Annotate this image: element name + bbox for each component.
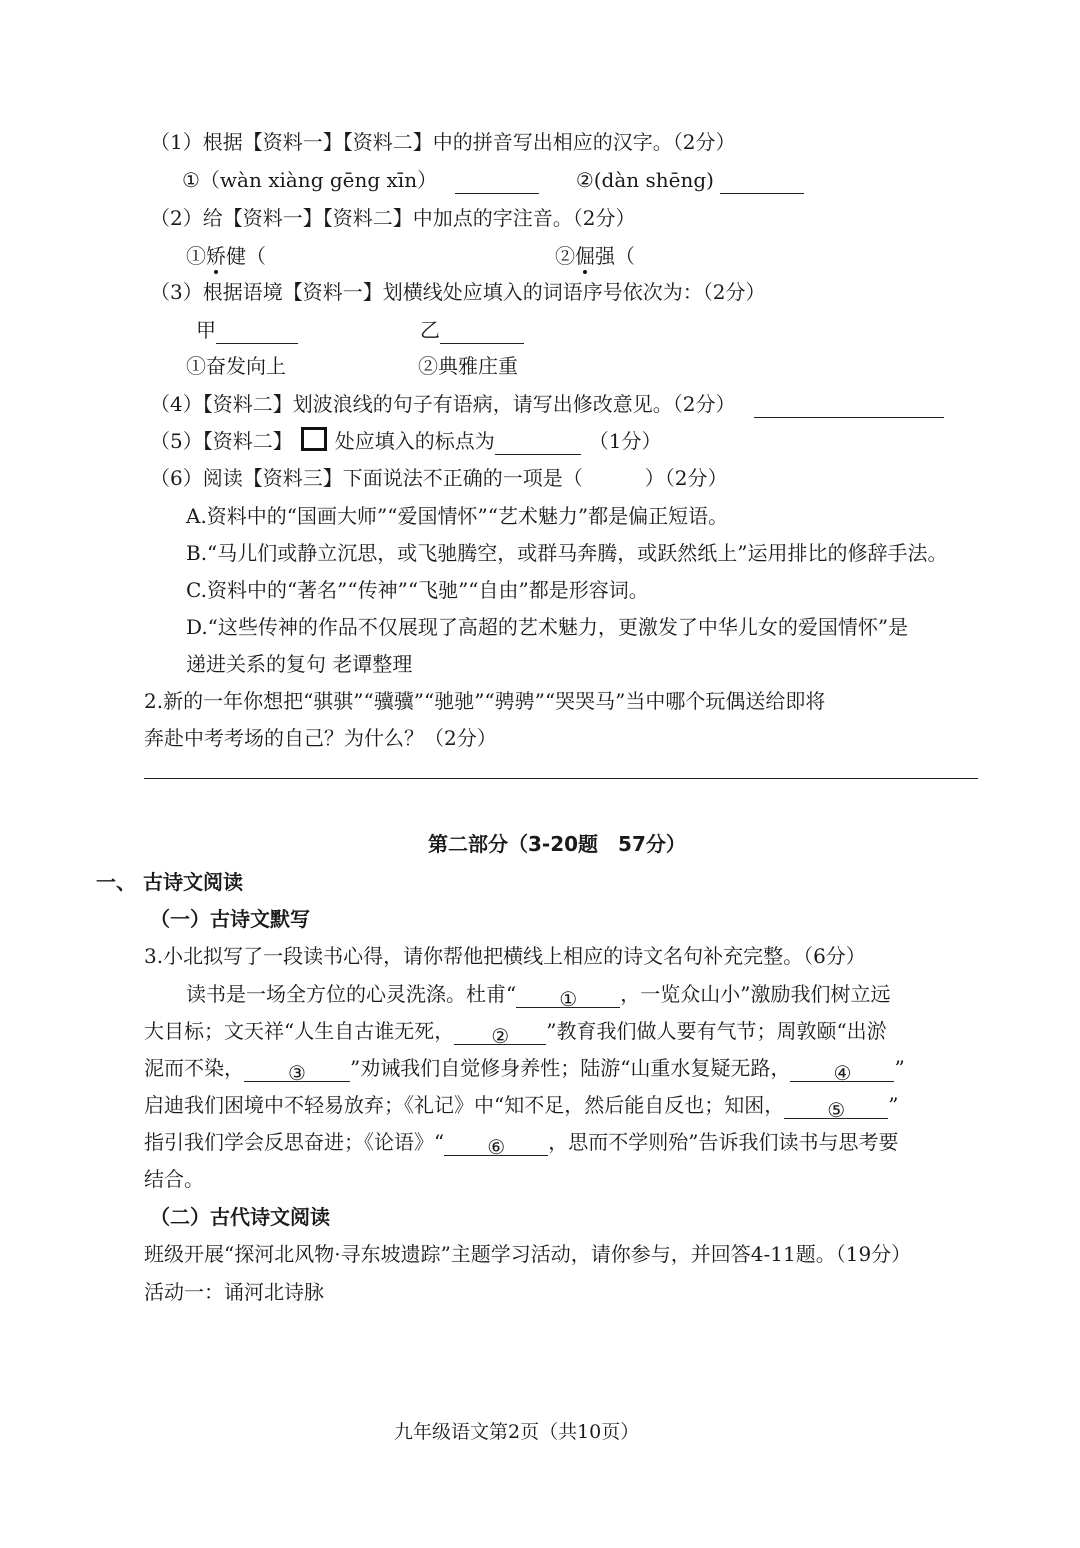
q3-line1 bbox=[186, 980, 891, 1011]
option-d-line2: 递进关系的复句 老谭整理 bbox=[186, 652, 413, 676]
answer-blank[interactable] bbox=[454, 1022, 546, 1048]
q1-sub2-item2 bbox=[555, 242, 635, 270]
text: ，一览众山小”激励我们树立远 bbox=[620, 982, 891, 1006]
answer-blank[interactable] bbox=[440, 321, 524, 344]
pinyin-item-2: ②(dàn shēng) bbox=[575, 168, 714, 192]
dotted-char: 倔 bbox=[575, 244, 595, 268]
text: 启迪我们困境中不轻易放弃；《礼记》中“知不足，然后能自反也；知困， bbox=[144, 1093, 785, 1117]
q3-line4 bbox=[144, 1091, 899, 1122]
answer-line[interactable] bbox=[144, 778, 978, 779]
q1-sub5 bbox=[150, 427, 661, 455]
page-footer: 九年级语文第2页（共10页） bbox=[394, 1421, 640, 1443]
q3-line3 bbox=[144, 1054, 905, 1085]
q1-sub2-stem: （2）给【资料一】【资料二】中加点的字注音。（2分） bbox=[150, 206, 636, 230]
activity-intro: 班级开展“探河北风物·寻东坡遗踪”主题学习活动，请你参与，并回答4-11题。（19分） bbox=[144, 1242, 912, 1266]
label-yi: 乙 bbox=[420, 318, 440, 342]
blank-number: ② bbox=[491, 1024, 510, 1048]
item-number: ① bbox=[186, 244, 206, 268]
q1-sub4-stem: （4）【资料二】划波浪线的句子有语病，请写出修改意见。（2分） bbox=[150, 392, 736, 416]
q1-sub6-stem-text: （6）阅读【资料三】下面说法不正确的一项是（ bbox=[150, 466, 583, 490]
answer-blank[interactable] bbox=[784, 1096, 888, 1122]
text: 指引我们学会反思奋进；《论语》“ bbox=[144, 1130, 445, 1154]
answer-blank[interactable] bbox=[495, 432, 581, 455]
q3-stem: 3.小北拟写了一段读书心得，请你帮他把横线上相应的诗文名句补充完整。（6分） bbox=[144, 944, 866, 968]
q1-sub5-post: 处应填入的标点为 bbox=[334, 429, 495, 453]
section-1-heading: 一、 古诗文阅读 bbox=[96, 870, 243, 894]
text: ”劝诫我们自觉修身养性；陆游“山重水复疑无路， bbox=[350, 1056, 791, 1080]
part2-title: 第二部分（3-20题 57分） bbox=[428, 832, 686, 856]
q3-line6: 结合。 bbox=[144, 1167, 204, 1191]
blank-number: ③ bbox=[288, 1061, 306, 1085]
text: 大目标；文天祥“人生自古谁无死， bbox=[144, 1019, 455, 1043]
q1-sub6-stem-end: ）（2分） bbox=[644, 466, 728, 490]
answer-blank[interactable] bbox=[244, 1059, 350, 1085]
sub-section-1-heading: （一）古诗文默写 bbox=[150, 907, 310, 931]
option-a: A.资料中的“国画大师”“爱国情怀”“艺术魅力”都是偏正短语。 bbox=[186, 504, 729, 528]
q1-sub6-stem bbox=[150, 464, 727, 492]
blank-number: ⑤ bbox=[827, 1098, 846, 1122]
text: 泥而不染， bbox=[144, 1056, 244, 1080]
punctuation-box bbox=[301, 427, 327, 451]
option-b: B.“马儿们或静立沉思，或飞驰腾空，或群马奔腾，或跃然纸上”运用排比的修辞手法。 bbox=[186, 541, 948, 565]
answer-blank[interactable] bbox=[455, 171, 539, 194]
q3-line5 bbox=[144, 1128, 899, 1159]
q1-sub3-stem: （3）根据语境【资料一】划横线处应填入的词语序号依次为：（2分） bbox=[150, 280, 766, 304]
answer-blank[interactable] bbox=[444, 1133, 548, 1159]
q1-sub2-item1 bbox=[186, 242, 266, 270]
pinyin-item-1: ①（wàn xiàng gēng xīn） bbox=[182, 168, 438, 192]
activity-1: 活动一：诵河北诗脉 bbox=[144, 1280, 324, 1304]
text: 读书是一场全方位的心灵洗涤。杜甫“ bbox=[186, 982, 517, 1006]
text: ” bbox=[894, 1056, 905, 1080]
blank-number: ⑥ bbox=[487, 1135, 506, 1159]
blank-number: ① bbox=[559, 987, 578, 1011]
q1-sub3-jia bbox=[196, 316, 298, 344]
q1-sub1-stem: （1）根据【资料一】【资料二】中的拼音写出相应的汉字。（2分） bbox=[150, 130, 736, 154]
item-text: 健（ bbox=[226, 244, 266, 268]
option-c: C.资料中的“著名”“传神”“飞驰”“自由”都是形容词。 bbox=[186, 578, 649, 602]
option-d-line1: D.“这些传神的作品不仅展现了高超的艺术魅力，更激发了中华儿女的爱国情怀”是 bbox=[186, 615, 909, 639]
q1-sub5-pre: （5）【资料二】 bbox=[150, 429, 293, 453]
blank-number: ④ bbox=[833, 1061, 852, 1085]
text: ”教育我们做人要有气节；周敦颐“出淤 bbox=[546, 1019, 887, 1043]
q2-line1: 2.新的一年你想把“骐骐”“骥骥”“驰驰”“骋骋”“哭哭马”当中哪个玩偶送给即将 bbox=[144, 689, 826, 713]
q1-sub4 bbox=[150, 390, 944, 418]
answer-blank[interactable] bbox=[754, 395, 944, 418]
q2-line2: 奔赴中考考场的自己？为什么？（2分） bbox=[144, 726, 497, 750]
q1-sub3-opt2: ②典雅庄重 bbox=[418, 354, 518, 378]
q1-sub5-score: （1分） bbox=[588, 429, 662, 453]
dotted-char: 矫 bbox=[206, 244, 226, 268]
q1-sub3-opt1: ①奋发向上 bbox=[186, 354, 286, 378]
q1-sub1-items bbox=[182, 166, 804, 194]
answer-blank[interactable] bbox=[720, 171, 804, 194]
text: ” bbox=[888, 1093, 899, 1117]
answer-blank[interactable] bbox=[516, 985, 620, 1011]
answer-blank[interactable] bbox=[216, 321, 298, 344]
text: ，思而不学则殆”告诉我们读书与思考要 bbox=[548, 1130, 899, 1154]
sub-section-2-heading: （二）古代诗文阅读 bbox=[150, 1205, 330, 1229]
answer-blank[interactable] bbox=[790, 1059, 894, 1085]
q3-line2 bbox=[144, 1017, 887, 1048]
item-text: 强（ bbox=[595, 244, 635, 268]
q1-sub3-yi bbox=[420, 316, 524, 344]
item-number: ② bbox=[555, 244, 575, 268]
label-jia: 甲 bbox=[196, 318, 216, 342]
